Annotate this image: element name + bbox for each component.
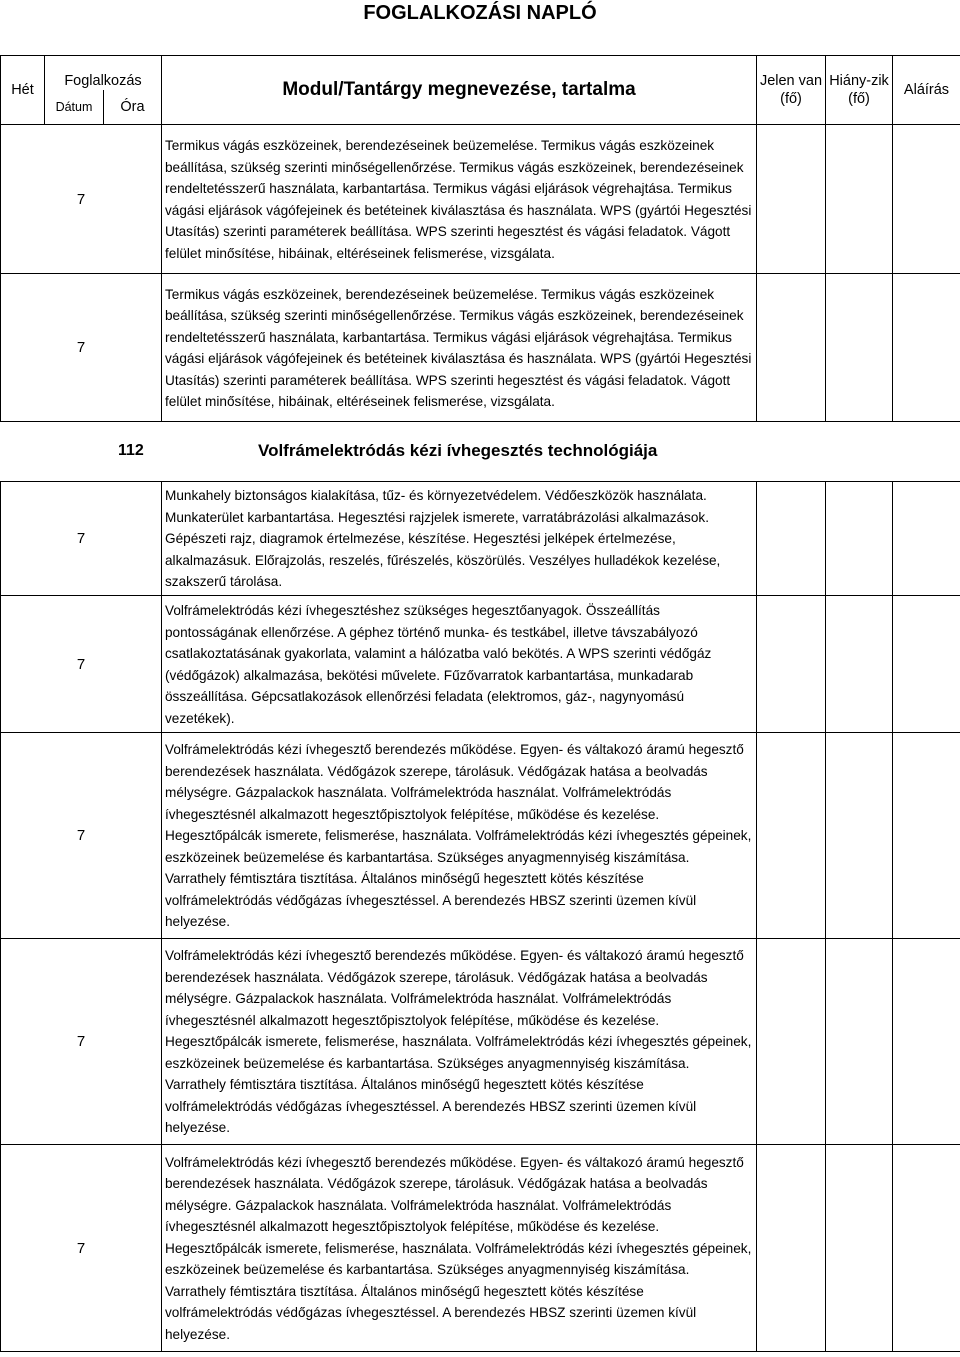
jelen-van-cell[interactable] — [757, 733, 826, 939]
content-cell: Termikus vágás eszközeinek, berendezéseinek beüzemelése. Termikus vágás eszközeinek beállítása, szükség szerinti minőségellenőrzése. Termikus vágás eszközeinek, berendezéseinek rendeltetésszerű használata, karbantartása. Termikus vágási eljárások végrehajtása. Termikus vágási eljárások vágófejeinek és betéteinek kiválasztása és használata. WPS (gyártói Hegesztési Utasítás) szerinti paraméterek beállítása. WPS szerinti hegesztést és vágási feladatok. Vágott felület minősítése, hibáinak, eltéréseinek felismerése, vizsgálata. — [162, 125, 757, 274]
alairas-cell[interactable] — [893, 125, 960, 274]
alairas-cell[interactable] — [893, 596, 960, 733]
hianyzik-cell[interactable] — [826, 274, 893, 422]
header-het: Hét — [1, 56, 45, 125]
hours-cell: 7 — [1, 125, 162, 274]
table-row — [1, 274, 960, 422]
header-jelen-van: Jelen van — [757, 56, 826, 90]
content-cell: Munkahely biztonságos kialakítása, tűz- és környezetvédelem. Védőeszközök használata. Munkaterület karbantartása. Hegesztési rajzjelek ismerete, varratábrázolási alkalmazások. Gépészeti rajz, diagramok értelmezése, készítése. Hegesztési jelképek értelmezése, alkalmazásuk. Előrajzolás, reszelés, fűrészelés, köszörülés. Veszélyes hulladékok kezelése, szakszerű tárolása. — [162, 482, 757, 596]
hianyzik-cell[interactable] — [826, 1145, 893, 1352]
alairas-cell[interactable] — [893, 1145, 960, 1352]
alairas-cell[interactable] — [893, 482, 960, 596]
jelen-van-cell[interactable] — [757, 1145, 826, 1352]
alairas-cell[interactable] — [893, 939, 960, 1145]
content-cell: Volfrámelektródás kézi ívhegesztő berendezés működése. Egyen- és váltakozó áramú hegesztő berendezések használata. Védőgázok szerepe, tárolásuk. Védőgázak hatása a beolvadás mélységre. Gázpalackok használata. Volfrámelektróda használat. Volfrámelektródás ívhegesztésnél alkalmazott hegesztőpisztolyok felépítése, működése és kezelése. Hegesztőpálcák ismerete, felismerése, használata. Volfrámelektródás kézi ívhegesztés gépeinek, eszközeinek beüzemelése és karbantartása. Szükséges anyagmennyiség kiszámítása. Varrathely fémtisztára tisztítása. Általános minőségű hegesztett kötés készítése volfrámelektródás védőgázas ívhegesztéssel. A berendezés HBSZ szerinti üzemen kívül helyezése. — [162, 733, 757, 939]
content-cell: Volfrámelektródás kézi ívhegesztéshez szükséges hegesztőanyagok. Összeállítás pontosságának ellenőrzése. A géphez történő munka- és testkábel, illetve távszabályozó csatlakoztatásának gyakorlata, valamint a hálózatba való bekötés. A WPS szerinti védőgáz (védőgázok) alkalmazása, bekötési művelete. Fűzővarratok karbantartása, munkadarab összeállítása. Gépcsatlakozások ellenőrzési feladata (elektromos, gáz-, nagynyomású vezetékek). — [162, 596, 757, 733]
jelen-van-cell[interactable] — [757, 482, 826, 596]
header-hianyzik: Hiány-zik — [826, 56, 893, 90]
lesson-table-2 — [0, 481, 960, 1352]
jelen-van-cell[interactable] — [757, 274, 826, 422]
jelen-van-cell[interactable] — [757, 125, 826, 274]
jelen-van-cell[interactable] — [757, 939, 826, 1145]
table-row — [1, 125, 960, 274]
hianyzik-cell[interactable] — [826, 733, 893, 939]
content-cell: Termikus vágás eszközeinek, berendezéseinek beüzemelése. Termikus vágás eszközeinek beállítása, szükség szerinti minőségellenőrzése. Termikus vágás eszközeinek, berendezéseinek rendeltetésszerű használata, karbantartása. Termikus vágási eljárások végrehajtása. Termikus vágási eljárások vágófejeinek és betéteinek kiválasztása és használata. WPS (gyártói Hegesztési Utasítás) szerinti paraméterek beállítása. WPS szerinti hegesztést és vágási feladatok. Vágott felület minősítése, hibáinak, eltéréseinek felismerése, vizsgálata. — [162, 274, 757, 422]
hours-cell: 7 — [1, 1145, 162, 1352]
section-number: 112 — [118, 442, 144, 459]
header-alairas: Aláírás — [893, 56, 960, 125]
header-jelen-van-unit: (fő) — [757, 90, 826, 125]
alairas-cell[interactable] — [893, 733, 960, 939]
hianyzik-cell[interactable] — [826, 596, 893, 733]
header-ora: Óra — [104, 90, 162, 125]
header-foglalkozas: Foglalkozás — [45, 56, 162, 90]
header-table — [0, 55, 960, 125]
table-row — [1, 939, 960, 1145]
header-hianyzik-unit: (fő) — [826, 90, 893, 125]
content-cell: Volfrámelektródás kézi ívhegesztő berendezés működése. Egyen- és váltakozó áramú hegesztő berendezések használata. Védőgázok szerepe, tárolásuk. Védőgázak hatása a beolvadás mélységre. Gázpalackok használata. Volfrámelektróda használat. Volfrámelektródás ívhegesztésnél alkalmazott hegesztőpisztolyok felépítése, működése és kezelése. Hegesztőpálcák ismerete, felismerése, használata. Volfrámelektródás kézi ívhegesztés gépeinek, eszközeinek beüzemelése és karbantartása. Szükséges anyagmennyiség kiszámítása. Varrathely fémtisztára tisztítása. Általános minőségű hegesztett kötés készítése volfrámelektródás védőgázas ívhegesztéssel. A berendezés HBSZ szerinti üzemen kívül helyezése. — [162, 939, 757, 1145]
table-row — [1, 596, 960, 733]
alairas-cell[interactable] — [893, 274, 960, 422]
hours-cell: 7 — [1, 596, 162, 733]
table-row — [1, 1145, 960, 1352]
section-heading — [0, 438, 960, 468]
hianyzik-cell[interactable] — [826, 482, 893, 596]
hianyzik-cell[interactable] — [826, 939, 893, 1145]
hours-cell: 7 — [1, 482, 162, 596]
header-modul: Modul/Tantárgy megnevezése, tartalma — [162, 56, 757, 125]
table-row — [1, 482, 960, 596]
page-title: FOGLALKOZÁSI NAPLÓ — [363, 2, 597, 24]
table-row — [1, 733, 960, 939]
hianyzik-cell[interactable] — [826, 125, 893, 274]
content-cell: Volfrámelektródás kézi ívhegesztő berendezés működése. Egyen- és váltakozó áramú hegesztő berendezések használata. Védőgázok szerepe, tárolásuk. Védőgázak hatása a beolvadás mélységre. Gázpalackok használata. Volfrámelektróda használat. Volfrámelektródás ívhegesztésnél alkalmazott hegesztőpisztolyok felépítése, működése és kezelése. Hegesztőpálcák ismerete, felismerése, használata. Volfrámelektródás kézi ívhegesztés gépeinek, eszközeinek beüzemelése és karbantartása. Szükséges anyagmennyiség kiszámítása. Varrathely fémtisztára tisztítása. Általános minőségű hegesztett kötés készítése volfrámelektródás védőgázas ívhegesztéssel. A berendezés HBSZ szerinti üzemen kívül helyezése. — [162, 1145, 757, 1352]
jelen-van-cell[interactable] — [757, 596, 826, 733]
hours-cell: 7 — [1, 939, 162, 1145]
hours-cell: 7 — [1, 274, 162, 422]
header-datum: Dátum — [45, 90, 104, 125]
hours-cell: 7 — [1, 733, 162, 939]
section-name: Volfrámelektródás kézi ívhegesztés technológiája — [258, 441, 658, 460]
lesson-table-1 — [0, 124, 960, 422]
